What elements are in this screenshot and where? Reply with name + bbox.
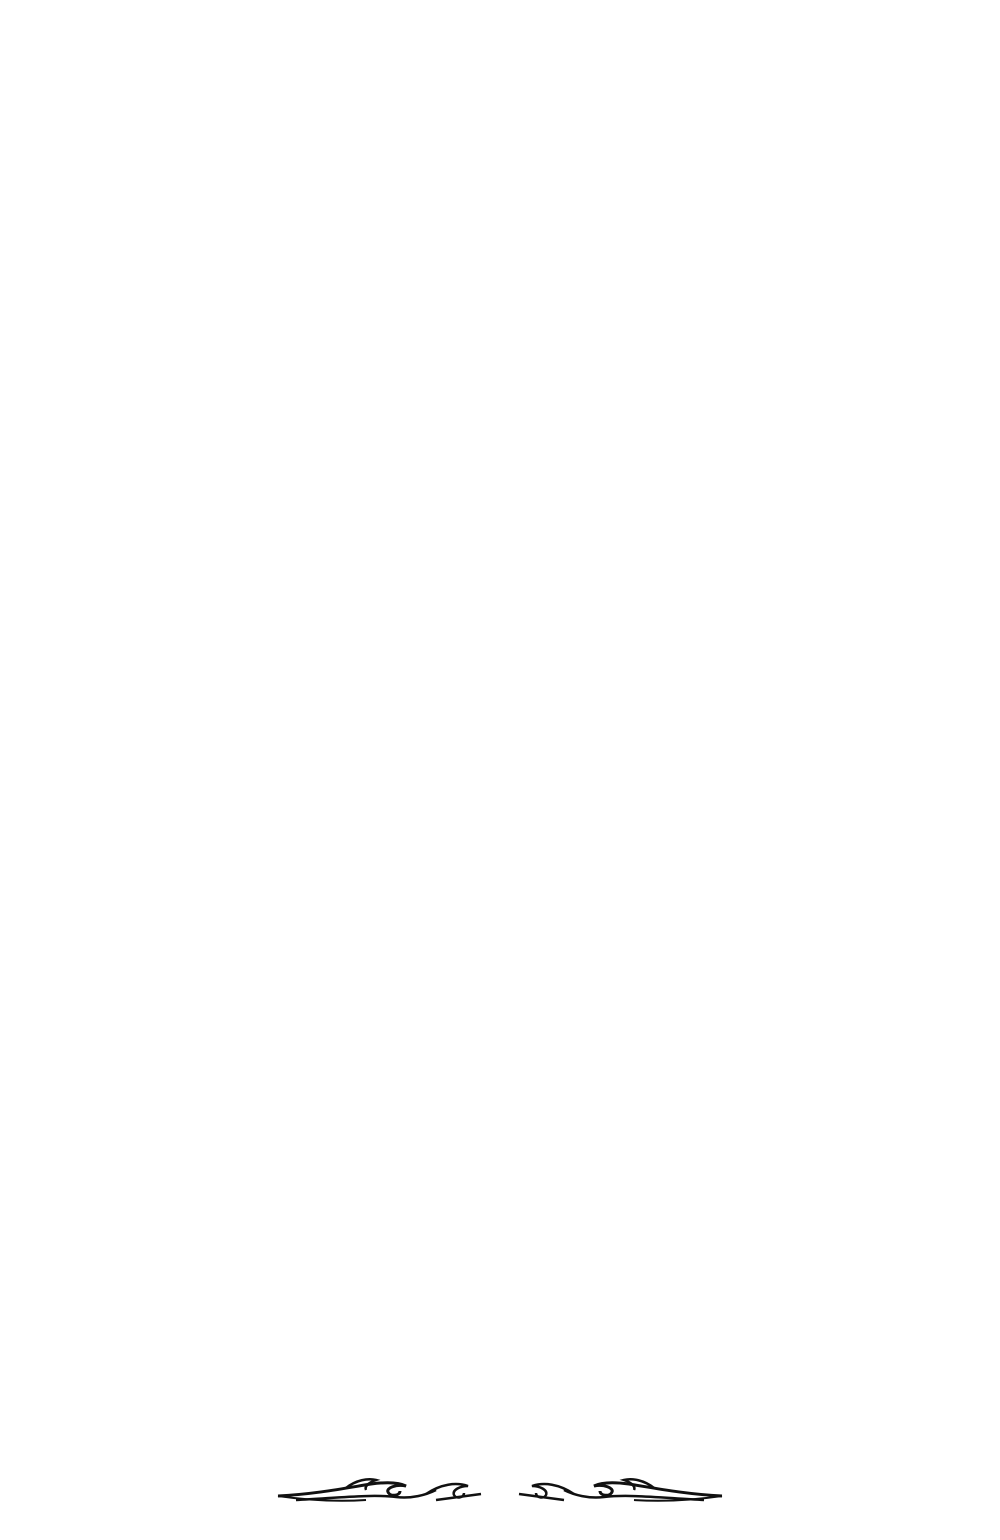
page-footer: [0, 1460, 1000, 1520]
chapter-heading-block: [90, 855, 932, 905]
chapter-title: [90, 855, 932, 905]
flourish-ornament-right-icon: [514, 1470, 724, 1510]
flourish-ornament-left-icon: [276, 1470, 486, 1510]
